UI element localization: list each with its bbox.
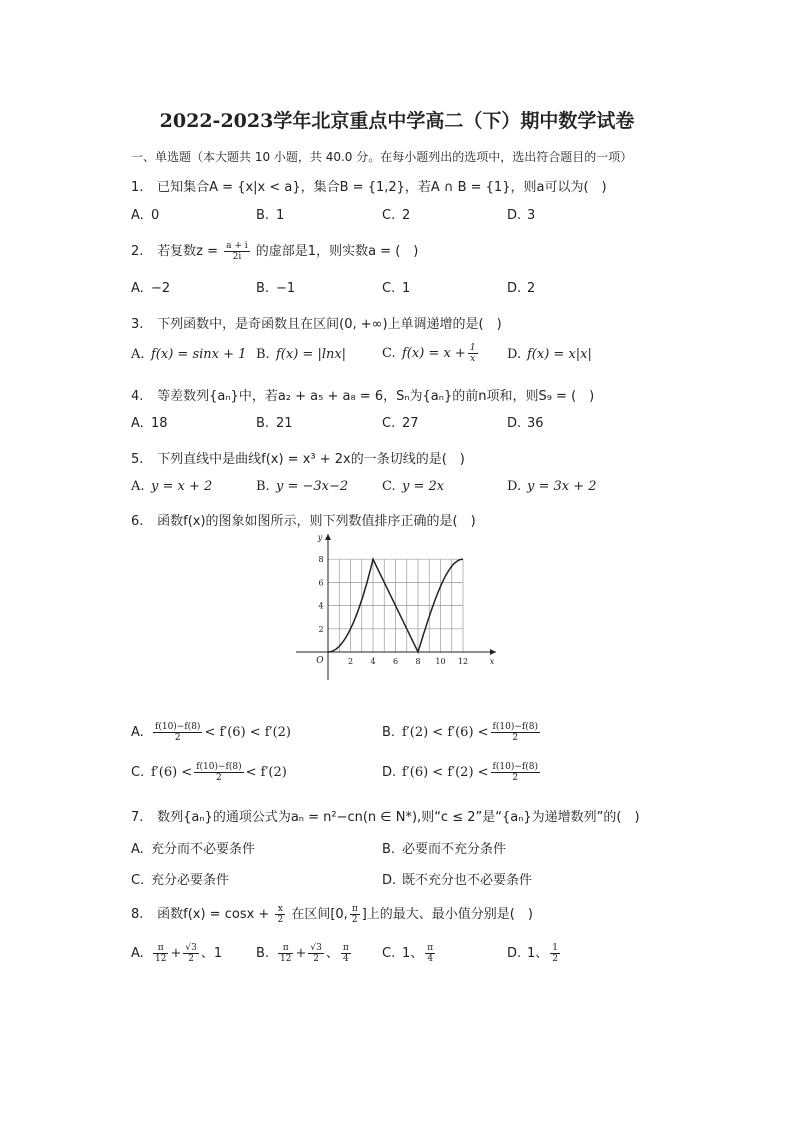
option-text: 2 [527, 281, 536, 296]
option-c[interactable] [131, 869, 229, 888]
origin-label: O [316, 656, 324, 666]
question-stem: 的虚部是1，则实数a = ( ) [255, 244, 419, 259]
question-7 [131, 806, 640, 825]
option-letter: A. [131, 479, 145, 494]
option-letter: C. [382, 208, 396, 223]
y-tick-label: 4 [318, 601, 324, 611]
option-letter: D. [507, 946, 522, 961]
question-number: 7. [131, 810, 144, 825]
option-text: < f′(2) [245, 765, 287, 780]
option-letter: C. [382, 416, 396, 431]
fraction: $\frac{f(10)-f(8)}{2}$ [155, 722, 201, 743]
option-text: f(x) = sinx + 1 [151, 347, 247, 362]
x-tick-label: 2 [347, 657, 354, 666]
option-letter: C. [382, 281, 396, 296]
option-b[interactable] [256, 942, 353, 964]
option-letter: A. [131, 725, 144, 740]
option-text: f′(6) < f′(2) < [402, 765, 489, 780]
option-text: 2 [402, 208, 411, 223]
question-number: 8. [131, 907, 144, 922]
option-a[interactable] [131, 838, 255, 857]
fraction: $\frac{1}{x}$ [469, 343, 476, 364]
option-text: f′(6) < [151, 765, 193, 780]
option-letter: A. [131, 416, 144, 431]
fraction: $\frac{f(10)-f(8)}{2}$ [492, 722, 538, 743]
y-axis-label: y [317, 533, 323, 542]
option-letter: B. [382, 725, 396, 740]
x-tick-label: 12 [457, 657, 469, 666]
option-text: 必要而不充分条件 [402, 842, 507, 857]
option-text: −2 [151, 281, 171, 296]
option-d[interactable] [507, 479, 597, 494]
option-text: 3 [527, 208, 536, 223]
y-axis-arrow [325, 534, 331, 540]
fraction: $\frac{\pi}{12}$ [280, 943, 292, 964]
option-letter: B. [256, 946, 270, 961]
option-text: + [170, 946, 182, 961]
fraction: $\frac{a + i}{2i}$ [226, 241, 248, 262]
option-text: 既不充分也不必要条件 [402, 873, 533, 888]
option-letter: D. [382, 765, 397, 780]
question-stem: ]上的最大、最小值分别是( ) [361, 907, 533, 922]
fraction: $\frac{1}{2}$ [552, 943, 559, 964]
question-number: 3. [131, 317, 144, 332]
option-text: f(x) = x|x| [527, 347, 592, 362]
option-letter: D. [507, 347, 522, 362]
option-text: y = 2x [402, 479, 445, 494]
fraction: $\frac{\pi}{4}$ [427, 943, 434, 964]
question-6 [131, 510, 476, 529]
x-axis-label: x [489, 657, 495, 666]
section-heading: 一、单选题（本大题共 10 小题，共 40.0 分。在每小题列出的选项中，选出符合题目的一项） [131, 150, 633, 164]
option-a[interactable] [131, 347, 246, 362]
option-text: f(x) = x + [402, 346, 466, 361]
option-text: 21 [276, 416, 293, 431]
option-text: 1 [276, 208, 285, 223]
fraction: $\frac{\pi}{2}$ [351, 904, 358, 925]
y-tick-label: 6 [318, 578, 324, 588]
option-text: 充分必要条件 [151, 873, 230, 888]
option-b[interactable] [256, 347, 346, 362]
question-stem: 在区间[0, [291, 907, 348, 922]
option-letter: A. [131, 842, 144, 857]
question-stem: 数列{aₙ}的通项公式为aₙ = n²−cn(n ∈ N*),则“c ≤ 2”是“{aₙ}为递增数列”的( ) [157, 810, 640, 825]
question-number: 4. [131, 389, 144, 404]
question-stem: 下列函数中，是奇函数且在区间(0, +∞)上单调递增的是( ) [157, 317, 502, 332]
fraction: $\frac{\pi}{12}$ [155, 943, 167, 964]
x-tick-label: 10 [435, 657, 446, 666]
option-d[interactable] [507, 347, 592, 362]
tick-labels [316, 533, 494, 666]
option-letter: C. [382, 479, 396, 494]
fraction: $\frac{x}{2}$ [277, 904, 284, 925]
option-text: 36 [527, 416, 544, 431]
option-a[interactable] [131, 208, 159, 223]
x-tick-label: 6 [392, 657, 399, 666]
option-text: 、 [325, 946, 339, 961]
option-d[interactable] [382, 762, 542, 783]
option-text: f(x) = |lnx| [276, 347, 347, 362]
option-text: 1 [402, 281, 411, 296]
option-letter: A. [131, 347, 145, 362]
fraction: $\frac{√3}{2}$ [185, 943, 197, 964]
question-number: 1. [131, 180, 144, 195]
option-b[interactable] [256, 416, 293, 431]
option-c[interactable] [382, 479, 444, 494]
option-letter: A. [131, 281, 144, 296]
option-text: 充分而不必要条件 [151, 842, 256, 857]
option-letter: D. [382, 873, 397, 888]
option-letter: A. [131, 946, 144, 961]
fraction: $\frac{\pi}{4}$ [342, 943, 349, 964]
option-letter: B. [256, 281, 270, 296]
fraction: $\frac{f(10)-f(8)}{2}$ [492, 762, 538, 783]
option-letter: B. [256, 416, 270, 431]
option-c[interactable] [382, 942, 437, 964]
question-stem: 等差数列{aₙ}中，若a₂ + a₅ + a₈ = 6，Sₙ为{aₙ}的前n项和，则S₉ = ( ) [157, 389, 595, 404]
option-text: 27 [402, 416, 419, 431]
option-text: y = −3x−2 [276, 479, 349, 494]
option-b[interactable] [256, 479, 348, 494]
option-d[interactable] [507, 208, 535, 223]
option-b[interactable] [256, 208, 284, 223]
question-stem: 已知集合A = {x|x < a}，集合B = {1,2}，若A ∩ B = {1}，则a可以为( ) [157, 180, 607, 195]
option-letter: A. [131, 208, 144, 223]
option-letter: D. [507, 281, 522, 296]
option-letter: B. [256, 208, 270, 223]
option-c[interactable] [382, 281, 410, 296]
question-2 [131, 240, 418, 262]
option-b[interactable] [382, 838, 506, 857]
option-c[interactable] [131, 762, 287, 783]
option-text: −1 [276, 281, 296, 296]
question-stem: 函数f(x) = cosx + [157, 907, 270, 922]
option-b[interactable] [256, 281, 295, 296]
x-tick-label: 8 [415, 657, 421, 666]
option-letter: D. [507, 416, 522, 431]
option-d[interactable] [507, 281, 535, 296]
option-b[interactable] [382, 722, 542, 743]
fraction: $\frac{f(10)-f(8)}{2}$ [196, 762, 242, 783]
question-1 [131, 176, 607, 195]
question-number: 2. [131, 244, 144, 259]
option-a[interactable] [131, 479, 212, 494]
option-a[interactable] [131, 416, 168, 431]
option-text: y = x + 2 [151, 479, 213, 494]
page-title: 2022-2023学年北京重点中学高二（下）期中数学试卷 [159, 110, 635, 132]
y-tick-label: 8 [318, 555, 324, 565]
x-tick-label: 4 [370, 657, 376, 666]
option-text: 18 [151, 416, 168, 431]
function-graph [290, 528, 506, 688]
option-c[interactable] [382, 208, 410, 223]
option-letter: C. [131, 873, 145, 888]
option-a[interactable] [131, 722, 291, 743]
question-stem: 下列直线中是曲线f(x) = x³ + 2x的一条切线的是( ) [157, 452, 465, 467]
option-d[interactable] [507, 416, 544, 431]
option-c[interactable] [382, 343, 480, 364]
option-text: 0 [151, 208, 160, 223]
option-d[interactable] [382, 869, 532, 888]
fraction: $\frac{√3}{2}$ [310, 943, 322, 964]
option-letter: C. [382, 346, 396, 361]
option-text: < f′(6) < f′(2) [204, 725, 291, 740]
y-tick-label: 2 [318, 624, 324, 634]
option-letter: B. [256, 347, 270, 362]
question-stem: 函数f(x)的图象如图所示，则下列数值排序正确的是( ) [157, 514, 476, 529]
option-a[interactable] [131, 281, 170, 296]
option-letter: B. [382, 842, 396, 857]
option-d[interactable] [507, 942, 562, 964]
option-text: 、1 [200, 946, 223, 961]
option-text: 1、 [527, 946, 549, 961]
option-text: y = 3x + 2 [527, 479, 597, 494]
option-text: + [295, 946, 307, 961]
question-3 [131, 313, 502, 332]
option-letter: C. [382, 946, 396, 961]
option-letter: B. [256, 479, 270, 494]
question-5 [131, 448, 465, 467]
option-text: f′(2) < f′(6) < [402, 725, 489, 740]
x-axis-arrow [490, 649, 496, 655]
question-number: 5. [131, 452, 144, 467]
option-letter: D. [507, 479, 522, 494]
option-letter: C. [131, 765, 145, 780]
option-a[interactable] [131, 942, 222, 964]
question-4 [131, 385, 594, 404]
question-number: 6. [131, 514, 144, 529]
option-text: 1、 [402, 946, 424, 961]
question-stem: 若复数z = [157, 244, 218, 259]
option-letter: D. [507, 208, 522, 223]
option-c[interactable] [382, 416, 419, 431]
question-8 [131, 903, 533, 925]
